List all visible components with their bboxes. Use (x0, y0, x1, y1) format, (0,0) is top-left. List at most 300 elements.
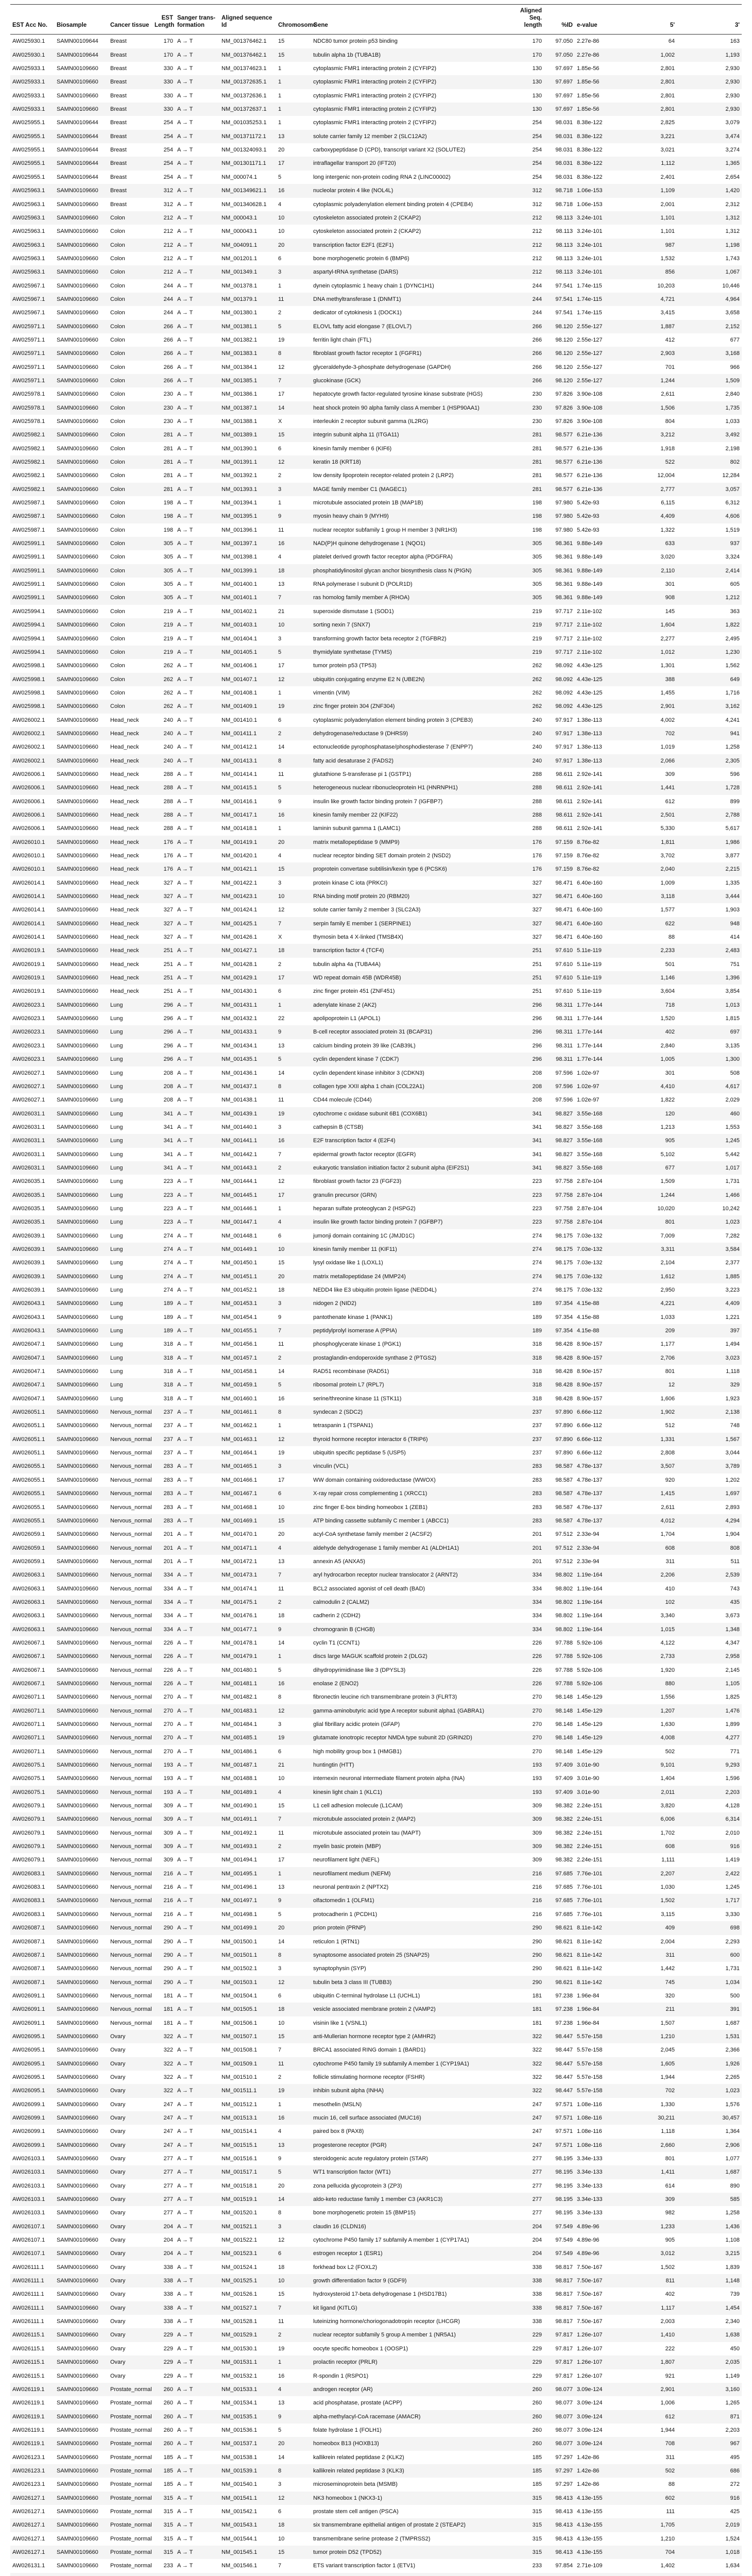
cancer-tissue-cell: Breast (110, 120, 127, 126)
sanger-transformation-cell: A → T (177, 663, 193, 669)
aligned-length-cell: 229 (532, 2345, 542, 2352)
aligned-sequence-id-cell: NM_001465.1 (219, 1460, 276, 1473)
five-prime-cell: 2,903 (616, 347, 677, 360)
cancer-tissue-cell: Head_neck (110, 879, 139, 886)
cancer-tissue-cell: Breast (108, 157, 152, 170)
three-prime-cell: 2,215 (677, 862, 742, 876)
gene-cell: NDC80 tumor protein p53 binding (313, 38, 398, 45)
cancer-tissue-cell: Breast (110, 92, 127, 99)
sanger-transformation-cell: A → T (175, 2546, 219, 2559)
chromosome-cell: 14 (278, 1368, 285, 1375)
five-prime-cell: 602 (616, 2492, 677, 2505)
chromosome-cell: 17 (276, 971, 311, 985)
e-value-cell: 3.24e-101 (575, 239, 616, 252)
chromosome-cell: 3 (276, 2220, 311, 2233)
gene-cell: ubiquitin C-terminal hydrolase L1 (UCHL1) (313, 1992, 420, 1999)
e-value-cell: 2.55e-127 (575, 374, 616, 387)
est-length-cell: 281 (163, 472, 173, 479)
biosample-cell: SAMN00109660 (57, 961, 98, 968)
gene-cell: B-cell receptor associated protein 31 (BCAP31) (311, 1025, 517, 1039)
five-prime-cell: 402 (665, 2291, 675, 2298)
est-acc-cell: AW026071.1 (12, 1721, 45, 1728)
table-row (10, 1378, 742, 1392)
cancer-tissue-cell: Nervous_normal (110, 1803, 152, 1809)
three-prime-cell: 3,135 (725, 1042, 740, 1049)
sanger-transformation-cell: A → T (175, 2518, 219, 2532)
three-prime-cell: 1,731 (725, 1178, 740, 1185)
est-acc-cell: AW025971.1 (10, 374, 55, 387)
sanger-transformation-cell: A → T (177, 717, 193, 723)
five-prime-cell: 1,822 (660, 1097, 675, 1104)
aligned-sequence-id-cell: NM_001425.1 (219, 917, 276, 930)
cancer-tissue-cell: Prostate_normal (108, 2437, 152, 2450)
est-length-cell: 341 (152, 1107, 175, 1121)
table-row (10, 306, 742, 319)
aligned-sequence-id-cell: NM_001447.1 (219, 1215, 276, 1229)
cancer-tissue-cell: Colon (108, 320, 152, 333)
chromosome-cell: 12 (276, 1976, 311, 1989)
percent-id-cell: 98.471 (555, 907, 573, 913)
aligned-sequence-id-cell: NM_001490.1 (221, 1803, 258, 1809)
aligned-sequence-id-cell: NM_001422.1 (221, 879, 258, 886)
sanger-transformation-cell: A → T (177, 2128, 193, 2135)
sanger-transformation-cell: A → T (175, 1650, 219, 1663)
percent-id-cell: 97.717 (555, 635, 573, 642)
aligned-sequence-id-cell: NM_001460.1 (221, 1395, 258, 1402)
biosample-cell: SAMN00109660 (55, 591, 108, 604)
aligned-sequence-id-cell: NM_001541.1 (219, 2492, 276, 2505)
cancer-tissue-cell: Colon (108, 510, 152, 523)
aligned-length-cell: 223 (517, 1215, 544, 1229)
cancer-tissue-cell: Nervous_normal (110, 2020, 152, 2026)
three-prime-cell: 3,673 (725, 1613, 740, 1619)
sanger-transformation-cell: A → T (175, 754, 219, 768)
percent-id-cell: 98.382 (544, 1812, 575, 1826)
aligned-sequence-id-cell: NM_001491.1 (219, 1812, 276, 1826)
e-value-cell: 1.02e-97 (577, 1070, 600, 1076)
cancer-tissue-cell: Colon (110, 472, 125, 479)
table-row (10, 1853, 742, 1867)
chromosome-cell: X (278, 934, 282, 941)
three-prime-cell: 1,822 (677, 618, 742, 632)
biosample-cell: SAMN00109660 (57, 1775, 98, 1782)
three-prime-cell: 10,242 (722, 1205, 740, 1212)
table-row (10, 1758, 742, 1772)
table-row (10, 2424, 742, 2437)
biosample-cell: SAMN00109660 (57, 1015, 98, 1022)
aligned-sequence-id-cell: NM_001409.1 (219, 700, 276, 713)
biosample-cell: SAMN00109660 (57, 1639, 98, 1646)
gene-cell: low density lipoprotein receptor-related protein 2 (LRP2) (313, 472, 454, 479)
chromosome-cell: 19 (278, 336, 285, 343)
sanger-transformation-cell: A → T (175, 1460, 219, 1473)
sanger-transformation-cell: A → T (177, 1287, 193, 1294)
est-acc-cell: AW026067.1 (12, 1667, 45, 1673)
aligned-length-cell: 322 (532, 2074, 542, 2080)
table-row (10, 2573, 742, 2576)
gene-cell: nuclear receptor binding SET domain protein 2 (NSD2) (313, 853, 451, 859)
cancer-tissue-cell: Colon (110, 581, 125, 588)
percent-id-cell: 98.175 (544, 1270, 575, 1283)
biosample-cell: SAMN00109660 (57, 2400, 98, 2406)
percent-id-cell: 98.621 (544, 1976, 575, 1989)
est-acc-cell: AW026127.1 (12, 2508, 45, 2515)
est-acc-cell: AW025955.1 (10, 157, 55, 170)
aligned-sequence-id-cell: NM_001442.1 (221, 1151, 258, 1158)
gene-cell: granulin precursor (GRN) (311, 1189, 517, 1202)
three-prime-cell: 272 (730, 2481, 740, 2488)
five-prime-cell: 4,410 (616, 1080, 677, 1093)
est-length-cell: 334 (152, 1596, 175, 1609)
column-header: EST Acc No. (10, 5, 55, 35)
gene-cell: protein kinase C iota (PRKCI) (313, 879, 388, 886)
gene-cell: synaptophysin (SYP) (313, 1965, 366, 1972)
e-value-cell: 2.33e-94 (575, 1541, 616, 1555)
aligned-length-cell: 266 (517, 320, 544, 333)
gene-cell: reticulon 1 (RTN1) (313, 1938, 360, 1945)
est-acc-cell: AW026123.1 (10, 2464, 55, 2478)
e-value-cell: 7.50e-167 (575, 2274, 616, 2287)
biosample-cell: SAMN00109660 (55, 510, 108, 523)
percent-id-cell: 97.826 (555, 418, 573, 425)
aligned-length-cell: 318 (532, 1395, 542, 1402)
est-length-cell: 237 (163, 1450, 173, 1456)
sanger-transformation-cell: A → T (175, 1243, 219, 1256)
sanger-transformation-cell: A → T (175, 862, 219, 876)
sanger-transformation-cell: A → T (177, 1015, 193, 1022)
five-prime-cell: 2,808 (660, 1450, 675, 1456)
est-length-cell: 277 (152, 2165, 175, 2179)
biosample-cell: SAMN00109660 (57, 1314, 98, 1320)
column-header: Aligned sequence Id (219, 5, 276, 35)
five-prime-cell: 1,605 (616, 2057, 677, 2071)
biosample-cell: SAMN00109660 (57, 1748, 98, 1755)
gene-cell: cytochrome c oxidase subunit 6B1 (COX6B1) (311, 1107, 517, 1121)
table-row (10, 143, 742, 157)
est-acc-cell: AW026014.1 (10, 890, 55, 903)
gene-cell: synaptosome associated protein 25 (SNAP25) (311, 1948, 517, 1962)
est-length-cell: 247 (152, 2139, 175, 2152)
five-prime-cell: 3,702 (660, 853, 675, 859)
e-value-cell: 3.24e-101 (575, 211, 616, 225)
table-row (10, 2410, 742, 2424)
e-value-cell: 2.55e-127 (577, 364, 603, 370)
chromosome-cell: 20 (276, 1270, 311, 1283)
three-prime-cell: 2,483 (677, 944, 742, 957)
three-prime-cell: 4,128 (725, 1803, 740, 1809)
e-value-cell: 1.08e-116 (575, 2111, 616, 2125)
gene-cell: phosphatidylinositol glycan anchor biosynthesis class N (PIGN) (311, 564, 517, 578)
percent-id-cell: 98.447 (544, 2057, 575, 2071)
gene-cell: luteinizing hormone/choriogonadotropin receptor (LHCGR) (313, 2318, 460, 2325)
aligned-sequence-id-cell: NM_001489.1 (219, 1786, 276, 1799)
gene-cell: long intergenic non-protein coding RNA 2 (LINC00002) (313, 174, 451, 180)
three-prime-cell: 4,606 (677, 510, 742, 523)
gene-cell: zona pellucida glycoprotein 3 (ZP3) (313, 2182, 402, 2189)
table-row (10, 958, 742, 971)
aligned-sequence-id-cell: NM_001412.1 (221, 744, 258, 751)
five-prime-cell: 4,221 (616, 1297, 677, 1310)
e-value-cell: 8.90e-157 (577, 1368, 603, 1375)
sanger-transformation-cell: A → T (175, 483, 219, 496)
sanger-transformation-cell: A → T (177, 744, 193, 751)
three-prime-cell: 1,717 (677, 1894, 742, 1907)
cancer-tissue-cell: Prostate_normal (108, 2410, 152, 2424)
table-row (10, 1107, 742, 1121)
aligned-length-cell: 226 (517, 1650, 544, 1663)
chromosome-cell: 7 (276, 1812, 311, 1826)
percent-id-cell: 97.541 (544, 293, 575, 306)
five-prime-cell: 311 (665, 1558, 675, 1565)
five-prime-cell: 1,506 (616, 401, 677, 415)
aligned-length-cell: 212 (517, 265, 544, 279)
est-acc-cell: AW026019.1 (10, 944, 55, 957)
aligned-length-cell: 270 (517, 1704, 544, 1718)
gene-cell: syndecan 2 (SDC2) (311, 1405, 517, 1419)
sanger-transformation-cell: A → T (175, 727, 219, 740)
aligned-length-cell: 198 (532, 527, 542, 533)
aligned-length-cell: 305 (517, 537, 544, 550)
aligned-length-cell: 266 (532, 364, 542, 370)
est-length-cell: 240 (163, 717, 173, 723)
biosample-cell: SAMN00109660 (57, 2481, 98, 2488)
table-row (10, 1053, 742, 1066)
aligned-length-cell: 341 (517, 1134, 544, 1147)
est-length-cell: 204 (163, 2237, 173, 2244)
three-prime-cell: 3,474 (677, 130, 742, 143)
biosample-cell: SAMN00109660 (57, 608, 98, 615)
aligned-sequence-id-cell: NM_001528.1 (221, 2318, 258, 2325)
percent-id-cell: 98.621 (544, 1921, 575, 1935)
sanger-transformation-cell (175, 2573, 219, 2576)
est-length-cell: 170 (163, 38, 173, 45)
sanger-transformation-cell: A → T (177, 1341, 193, 1348)
sanger-transformation-cell: A → T (175, 1107, 219, 1121)
sanger-transformation-cell: A → T (177, 2047, 193, 2054)
gene-cell: ras homolog family member A (RHOA) (311, 591, 517, 604)
biosample-cell: SAMN00109660 (55, 1297, 108, 1310)
three-prime-cell: 3,168 (677, 347, 742, 360)
aligned-length-cell: 185 (532, 2481, 542, 2488)
aligned-sequence-id-cell: NM_001482.1 (221, 1694, 258, 1701)
aligned-sequence-id-cell: NM_001441.1 (219, 1134, 276, 1147)
aligned-sequence-id-cell: NM_001496.1 (221, 1884, 258, 1891)
gene-cell: transcription factor 4 (TCF4) (311, 944, 517, 957)
gene-cell: RAD51 recombinase (RAD51) (313, 1368, 389, 1375)
three-prime-cell: 2,293 (725, 1938, 740, 1945)
chromosome-cell: 12 (276, 1433, 311, 1446)
table-row (10, 1772, 742, 1785)
five-prime-cell: 211 (616, 2003, 677, 2016)
est-acc-cell: AW026087.1 (10, 1948, 55, 1962)
aligned-sequence-id-cell: NM_001477.1 (219, 1623, 276, 1636)
e-value-cell: 4.89e-96 (577, 2237, 600, 2244)
sanger-transformation-cell: A → T (177, 2318, 193, 2325)
e-value-cell: 5.92e-106 (577, 1667, 603, 1673)
three-prime-cell: 329 (677, 1378, 742, 1392)
three-prime-cell: 743 (730, 1585, 740, 1592)
aligned-length-cell: 334 (517, 1568, 544, 1582)
gene-cell: fibroblast growth factor 23 (FGF23) (313, 1178, 402, 1185)
percent-id-cell: 98.621 (544, 1948, 575, 1962)
est-acc-cell: AW026063.1 (10, 1623, 55, 1636)
three-prime-cell: 1,839 (725, 2264, 740, 2270)
three-prime-cell: 2,893 (725, 1504, 740, 1511)
five-prime-cell: 309 (665, 771, 675, 777)
est-length-cell: 247 (152, 2111, 175, 2125)
cancer-tissue-cell: Head_neck (110, 798, 139, 805)
chromosome-cell: 2 (276, 2328, 311, 2342)
cancer-tissue-cell: Head_neck (108, 781, 152, 794)
chromosome-cell: 11 (278, 771, 284, 777)
e-value-cell: 1.42e-86 (577, 2454, 600, 2461)
aligned-sequence-id-cell: NM_001405.1 (219, 646, 276, 659)
aligned-length-cell: 274 (517, 1243, 544, 1256)
aligned-sequence-id-cell: NM_001372635.1 (219, 75, 276, 89)
biosample-cell: SAMN00109660 (55, 1596, 108, 1609)
biosample-cell: SAMN00109660 (55, 2220, 108, 2233)
aligned-sequence-id-cell: NM_001494.1 (221, 1857, 258, 1863)
gene-cell: nuclear receptor subfamily 5 group A member 1 (NR5A1) (311, 2328, 517, 2342)
aligned-length-cell: 318 (532, 1368, 542, 1375)
est-acc-cell: AW025994.1 (12, 608, 45, 615)
est-acc-cell: AW026103.1 (10, 2193, 55, 2206)
biosample-cell: SAMN00109660 (57, 2156, 98, 2162)
sanger-transformation-cell: A → T (177, 1260, 193, 1266)
est-length-cell: 283 (152, 1460, 175, 1473)
percent-id-cell: 98.471 (555, 934, 573, 941)
est-length-cell: 305 (152, 564, 175, 578)
sanger-transformation-cell: A → T (175, 211, 219, 225)
est-length-cell: 305 (163, 554, 173, 561)
three-prime-cell: 1,509 (677, 374, 742, 387)
est-length-cell: 270 (152, 1704, 175, 1718)
gene-cell: androgen receptor (AR) (311, 2383, 517, 2396)
e-value-cell: 8.38e-122 (577, 120, 603, 126)
aligned-length-cell: 204 (517, 2247, 544, 2260)
three-prime-cell: 916 (677, 2492, 742, 2505)
chromosome-cell: 7 (278, 2047, 282, 2054)
cancer-tissue-cell: Nervous_normal (110, 1667, 152, 1673)
est-length-cell: 283 (163, 1477, 173, 1483)
est-acc-cell: AW026047.1 (12, 1341, 45, 1348)
biosample-cell: SAMN00109660 (55, 917, 108, 930)
table-row (10, 2287, 742, 2301)
table-row (10, 1989, 742, 2003)
table-row (10, 2383, 742, 2396)
gene-cell: cytochrome P450 family 17 subfamily A member 1 (CYP17A1) (313, 2237, 469, 2244)
three-prime-cell: 1,567 (677, 1433, 742, 1446)
table-row (10, 103, 742, 116)
chromosome-cell: 10 (278, 1504, 285, 1511)
est-length-cell: 216 (152, 1894, 175, 1907)
three-prime-cell: 2,152 (677, 320, 742, 333)
aligned-length-cell: 322 (517, 2084, 544, 2097)
sanger-transformation-cell: A → T (177, 1965, 193, 1972)
sanger-transformation-cell: A → T (175, 1840, 219, 1853)
est-acc-cell: AW026063.1 (12, 1585, 45, 1592)
aligned-sequence-id-cell: NM_001538.1 (221, 2454, 258, 2461)
e-value-cell: 8.11e-142 (575, 1921, 616, 1935)
est-length-cell: 274 (152, 1243, 175, 1256)
sanger-transformation-cell: A → T (175, 1270, 219, 1283)
cancer-tissue-cell: Lung (110, 1260, 123, 1266)
gene-cell: aspartyl-tRNA synthetase (DARS) (311, 265, 517, 279)
sanger-transformation-cell: A → T (175, 374, 219, 387)
e-value-cell: 3.24e-101 (577, 228, 603, 235)
e-value-cell: 7.03e-132 (577, 1260, 603, 1266)
three-prime-cell: 2,145 (725, 1667, 740, 1673)
chromosome-cell: 2 (276, 1161, 311, 1175)
sanger-transformation-cell: A → T (177, 1422, 193, 1429)
e-value-cell: 4.43e-125 (575, 673, 616, 686)
percent-id-cell: 98.120 (555, 364, 573, 370)
biosample-cell: SAMN00109660 (55, 1867, 108, 1880)
sanger-transformation-cell: A → T (175, 1976, 219, 1989)
e-value-cell: 1.74e-115 (577, 282, 602, 289)
est-acc-cell: AW026119.1 (12, 2427, 45, 2433)
est-length-cell: 260 (152, 2437, 175, 2450)
biosample-cell: SAMN00109660 (57, 1450, 98, 1456)
aligned-length-cell: 181 (517, 2003, 544, 2016)
five-prime-cell: 2,045 (660, 2047, 675, 2054)
est-length-cell: 229 (163, 2345, 173, 2352)
est-length-cell: 247 (163, 2128, 173, 2135)
est-length-cell: 254 (152, 157, 175, 170)
chromosome-cell: 5 (276, 646, 311, 659)
five-prime-cell: 512 (665, 1422, 675, 1429)
three-prime-cell: 1,258 (725, 744, 740, 751)
aligned-length-cell: 274 (532, 1232, 542, 1239)
percent-id-cell: 98.413 (555, 2535, 573, 2542)
chromosome-cell: 6 (276, 1487, 311, 1500)
five-prime-cell: 2,801 (660, 65, 675, 72)
est-length-cell: 288 (152, 808, 175, 822)
table-row (10, 1025, 742, 1039)
table-row (10, 1012, 742, 1025)
e-value-cell: 7.50e-167 (577, 2264, 603, 2270)
three-prime-cell: 1,221 (725, 1314, 740, 1320)
chromosome-cell: 6 (278, 2508, 282, 2515)
chromosome-cell: 20 (276, 836, 311, 849)
three-prime-cell: 2,138 (677, 1405, 742, 1419)
sanger-transformation-cell: A → T (175, 2030, 219, 2043)
est-length-cell: 208 (163, 1070, 173, 1076)
biosample-cell: SAMN00109660 (57, 527, 98, 533)
percent-id-cell: 98.382 (555, 1829, 573, 1836)
est-length-cell: 244 (152, 293, 175, 306)
aligned-length-cell: 240 (532, 744, 542, 751)
five-prime-cell: 88 (668, 2481, 675, 2488)
percent-id-cell: 98.092 (555, 689, 573, 696)
est-length-cell: 312 (163, 201, 173, 208)
est-length-cell: 338 (163, 2291, 173, 2298)
biosample-cell: SAMN00109660 (55, 1894, 108, 1907)
table-row (10, 1948, 742, 1962)
cancer-tissue-cell: Colon (108, 673, 152, 686)
aligned-sequence-id-cell: NM_001378.1 (221, 282, 258, 289)
aligned-sequence-id-cell: NM_001395.1 (219, 510, 276, 523)
aligned-length-cell: 226 (532, 1667, 542, 1673)
cancer-tissue-cell: Colon (108, 428, 152, 442)
table-row (10, 1066, 742, 1080)
five-prime-cell: 4,122 (660, 1639, 675, 1646)
table-row (10, 578, 742, 591)
chromosome-cell: 1 (278, 1205, 282, 1212)
sanger-transformation-cell: A → T (177, 2020, 193, 2026)
est-length-cell: 212 (152, 211, 175, 225)
est-length-cell: 283 (152, 1514, 175, 1528)
